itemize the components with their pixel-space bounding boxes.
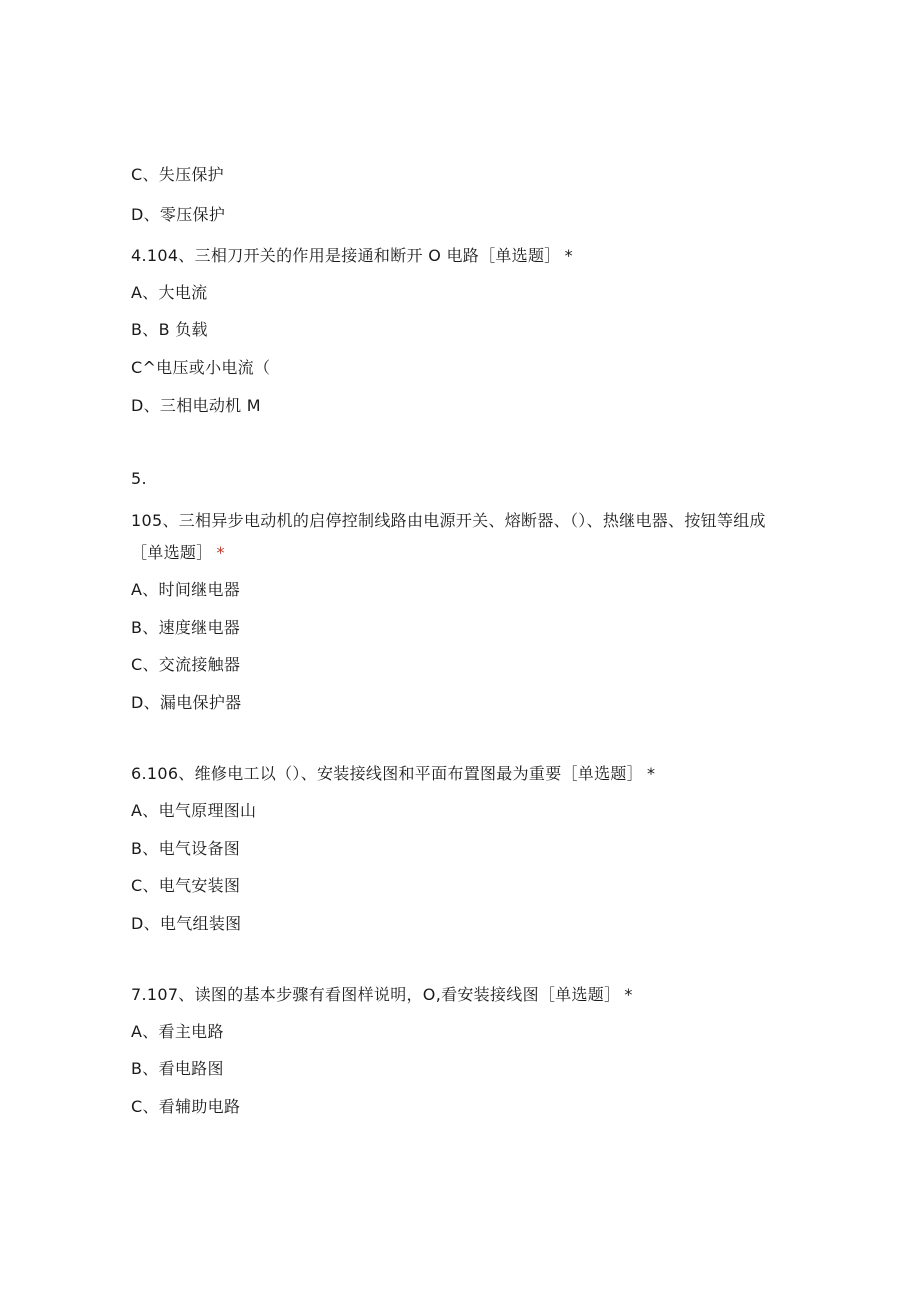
- question-106-option-b[interactable]: B、电气设备图: [131, 839, 241, 858]
- question-106-option-d[interactable]: D、电气组装图: [131, 914, 242, 933]
- question-105-number: 5.: [131, 469, 147, 488]
- prev-option-c[interactable]: C、失压保护: [131, 165, 224, 184]
- question-105-title: [131, 505, 781, 569]
- question-107-title: [131, 985, 633, 1005]
- required-marker: *: [216, 543, 225, 562]
- question-107-option-a[interactable]: A、看主电路: [131, 1022, 224, 1041]
- question-105-option-d[interactable]: D、漏电保护器: [131, 693, 242, 712]
- required-marker: *: [564, 246, 573, 265]
- question-105-option-c[interactable]: C、交流接触器: [131, 655, 241, 674]
- question-105-text: 105、三相异步电动机的启停控制线路由电源开关、熔断器、（）、热继电器、按钮等组成［单选题］: [131, 511, 766, 562]
- question-104-option-a[interactable]: A、大电流: [131, 283, 208, 302]
- question-107-option-b[interactable]: B、看电路图: [131, 1059, 224, 1078]
- question-106-title: [131, 764, 655, 784]
- question-104-option-d[interactable]: D、三相电动机 M: [131, 396, 261, 415]
- question-106-option-a[interactable]: A、电气原理图山: [131, 801, 257, 820]
- question-105-option-b[interactable]: B、速度继电器: [131, 618, 241, 637]
- question-106-option-c[interactable]: C、电气安装图: [131, 876, 241, 895]
- required-marker: *: [624, 985, 633, 1004]
- question-106-text: 6.106、维修电工以（）、安装接线图和平面布置图最为重要［单选题］: [131, 764, 644, 783]
- prev-option-d[interactable]: D、零压保护: [131, 205, 226, 224]
- question-104-option-b[interactable]: B、B 负载: [131, 320, 208, 339]
- question-104-text: 4.104、三相刀开关的作用是接通和断开 O 电路［单选题］: [131, 246, 561, 265]
- question-104-title: [131, 246, 573, 266]
- question-107-option-c[interactable]: C、看辅助电路: [131, 1097, 241, 1116]
- question-105-option-a[interactable]: A、时间继电器: [131, 580, 241, 599]
- question-104-option-c[interactable]: C^电压或小电流（: [131, 358, 271, 377]
- required-marker: *: [647, 764, 656, 783]
- question-107-text: 7.107、读图的基本步骤有看图样说明，O,看安装接线图［单选题］: [131, 985, 621, 1004]
